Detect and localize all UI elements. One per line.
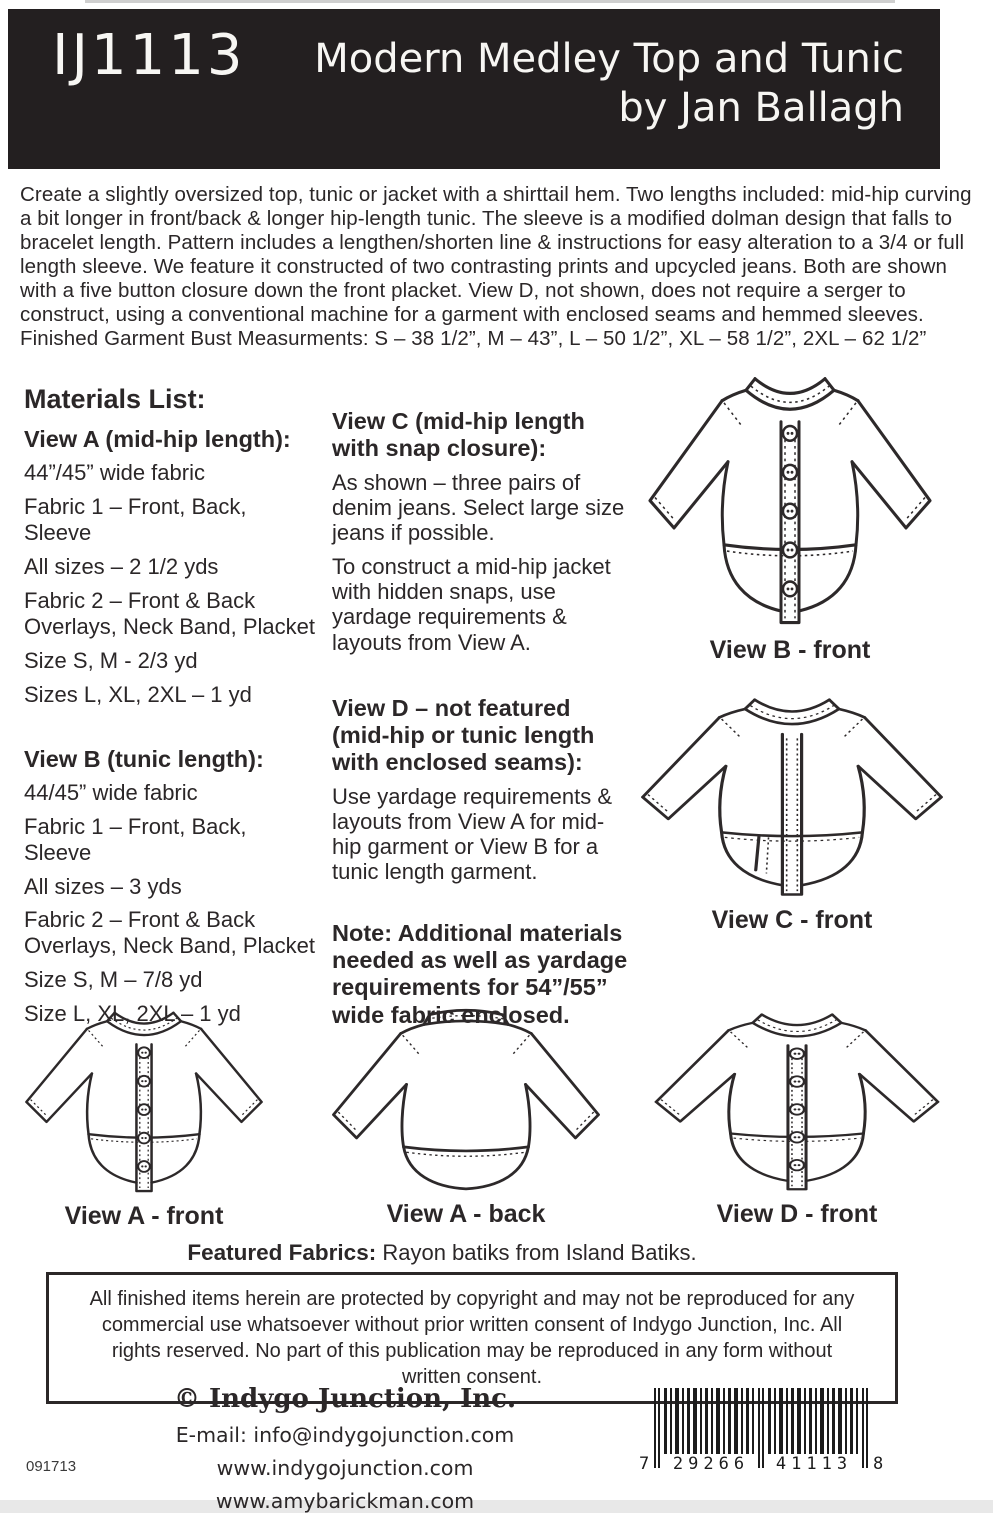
featured-fabrics-label: Featured Fabrics:	[187, 1240, 377, 1265]
jacket-front-illustration	[640, 364, 940, 632]
list-item: Size L, XL, 2XL – 1 yd	[24, 1001, 241, 1027]
date-code: 091713	[26, 1458, 77, 1475]
header-bar	[8, 9, 940, 169]
scan-artifact	[85, 0, 895, 3]
figure-caption: View C - front	[711, 906, 873, 934]
view-c-front-figure	[632, 688, 952, 935]
publisher-name: © Indygo Junction, Inc.	[173, 1384, 517, 1414]
view-d-front-figure	[646, 1004, 948, 1229]
view-d-heading: View D – not featured (mid-hip or tunic length with enclosed seams):	[332, 694, 595, 775]
view-c-paragraph: As shown – three pairs of denim jeans. Select large size jeans if possible.	[332, 470, 625, 546]
view-c-info	[332, 408, 632, 655]
pattern-description: Create a slightly oversized top, tunic or jacket with a shirttail hem. Two lengths included: mid-hip curving a bit longer in front/back & longer hip-length tunic. The sleeve is a modified dolman design that falls to bracelet length. Pattern includes a lengthen/shorten line & instructions for easy alteration to a 3/4 or full length sleeve. We feature it constructed of two contrasting prints and upcycled jeans. Both are shown with a five button closure down the front placket. View D, not shown, does not require a serger to construct, using a conventional machine for a garment with enclosed seams and hemmed sleeves. Finished Garment Bust Measurments: S – 38 1/2”, M – 43”, L – 50 1/2”, XL – 58 1/2”, 2XL – 62 1/2”	[20, 183, 972, 350]
list-item: Size S, M - 2/3 yd	[24, 647, 198, 673]
view-a-materials	[24, 426, 316, 708]
jacket-front-snap-illustration	[632, 688, 952, 902]
view-b-heading: View B (tunic length):	[24, 745, 264, 772]
figure-caption: View D - front	[716, 1200, 878, 1228]
jacket-back-illustration	[322, 1004, 610, 1196]
materials-list-heading: Materials List:	[24, 384, 206, 414]
view-c-heading: View C (mid-hip length with snap closure):	[332, 408, 585, 462]
barcode-digits-right: 41113	[775, 1454, 853, 1474]
figure-caption: View A - front	[64, 1202, 224, 1230]
list-item: Fabric 1 – Front, Back, Sleeve	[24, 493, 247, 545]
list-item: Fabric 2 – Front & Back Overlays, Neck Band, Placket	[24, 907, 316, 959]
pattern-title	[314, 35, 904, 133]
list-item: 44”/45” wide fabric	[24, 460, 205, 486]
views-info-column	[332, 408, 632, 1029]
jacket-front-illustration	[18, 1002, 270, 1198]
barcode-digit: 8	[873, 1454, 884, 1474]
featured-fabrics	[0, 1240, 884, 1266]
featured-fabrics-text: Rayon batiks from Island Batiks.	[376, 1240, 697, 1265]
materials-note: Note: Additional materials needed as well as yardage requirements for 54”/55” wide fabric enclosed.	[332, 919, 628, 1028]
barcode-digit: 7	[639, 1454, 650, 1474]
list-item: All sizes – 3 yds	[24, 873, 182, 899]
publisher-email: E-mail: info@indygojunction.com	[175, 1423, 515, 1447]
view-d-paragraph: Use yardage requirements & layouts from View A for mid-hip garment or View B for a tunic length garment.	[332, 783, 613, 884]
list-item: Fabric 2 – Front & Back Overlays, Neck Band, Placket	[24, 587, 316, 639]
publisher-website: www.indygojunction.com	[216, 1456, 474, 1480]
list-item: Size S, M – 7/8 yd	[24, 967, 203, 993]
list-item: Sizes L, XL, 2XL – 1 yd	[24, 681, 252, 707]
pattern-title-line1: Modern Medley Top and Tunic	[314, 36, 904, 82]
pattern-title-line2: by Jan Ballagh	[618, 85, 904, 132]
pattern-number: IJ1113	[52, 23, 246, 88]
upc-barcode	[640, 1388, 890, 1484]
figure-caption: View A - back	[386, 1200, 546, 1228]
publisher-info	[105, 1384, 585, 1513]
view-a-heading: View A (mid-hip length):	[24, 426, 291, 452]
view-b-materials	[24, 746, 316, 1028]
view-c-paragraph: To construct a mid-hip jacket with hidden snaps, use yardage requirements & layouts from View A.	[332, 554, 611, 655]
materials-list-column	[24, 384, 316, 1035]
view-d-info	[332, 695, 632, 884]
list-item: 44/45” wide fabric	[24, 779, 198, 805]
view-b-front-figure	[640, 364, 940, 665]
publisher-website: www.amybarickman.com	[215, 1489, 475, 1513]
jacket-front-illustration	[646, 1004, 948, 1196]
list-item: All sizes – 2 1/2 yds	[24, 553, 219, 579]
figure-caption: View B - front	[709, 636, 871, 664]
copyright-notice-box: All finished items herein are protected by copyright and may not be reproduced for any commercial use whatsoever without prior written consent of Indygo Junction, Inc. All rights reserved. No part of this publication may be reproduced in any form without written consent.	[46, 1272, 898, 1404]
view-a-front-figure	[18, 1002, 270, 1231]
list-item: Fabric 1 – Front, Back, Sleeve	[24, 813, 247, 865]
view-a-back-figure	[322, 1004, 610, 1229]
barcode-digits-left: 29266	[672, 1454, 750, 1474]
